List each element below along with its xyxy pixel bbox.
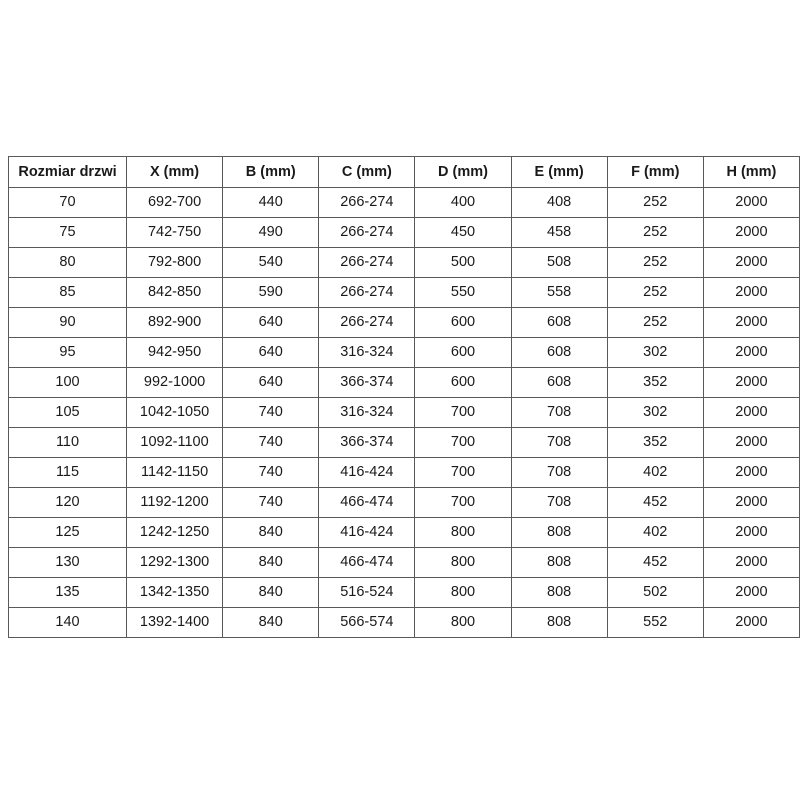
table-cell: 1092-1100 xyxy=(127,428,223,458)
table-cell: 566-574 xyxy=(319,608,415,638)
table-cell: 600 xyxy=(415,308,511,338)
table-cell: 130 xyxy=(9,548,127,578)
table-row xyxy=(9,338,800,368)
table-cell: 502 xyxy=(607,578,703,608)
column-header: C (mm) xyxy=(319,157,415,188)
table-cell: 2000 xyxy=(703,248,799,278)
table-cell: 808 xyxy=(511,578,607,608)
table-cell: 366-374 xyxy=(319,368,415,398)
table-cell: 252 xyxy=(607,308,703,338)
table-cell: 105 xyxy=(9,398,127,428)
table-cell: 1242-1250 xyxy=(127,518,223,548)
table-cell: 2000 xyxy=(703,338,799,368)
table-cell: 708 xyxy=(511,488,607,518)
table-cell: 608 xyxy=(511,338,607,368)
table-cell: 2000 xyxy=(703,578,799,608)
table-cell: 2000 xyxy=(703,218,799,248)
table-cell: 640 xyxy=(223,368,319,398)
table-cell: 416-424 xyxy=(319,458,415,488)
table-cell: 700 xyxy=(415,488,511,518)
table-cell: 490 xyxy=(223,218,319,248)
table-cell: 100 xyxy=(9,368,127,398)
table-body xyxy=(9,188,800,638)
table-row xyxy=(9,248,800,278)
table-cell: 708 xyxy=(511,428,607,458)
table-row xyxy=(9,308,800,338)
table-cell: 508 xyxy=(511,248,607,278)
table-cell: 70 xyxy=(9,188,127,218)
table-cell: 558 xyxy=(511,278,607,308)
table-cell: 842-850 xyxy=(127,278,223,308)
table-row xyxy=(9,548,800,578)
table-cell: 1192-1200 xyxy=(127,488,223,518)
table-row xyxy=(9,218,800,248)
table-cell: 800 xyxy=(415,518,511,548)
table-cell: 1142-1150 xyxy=(127,458,223,488)
table-row xyxy=(9,428,800,458)
table-row xyxy=(9,458,800,488)
door-size-table xyxy=(8,156,800,638)
table-cell: 252 xyxy=(607,278,703,308)
table-row xyxy=(9,488,800,518)
table-cell: 942-950 xyxy=(127,338,223,368)
table-cell: 500 xyxy=(415,248,511,278)
table-cell: 792-800 xyxy=(127,248,223,278)
table-cell: 700 xyxy=(415,458,511,488)
table-cell: 808 xyxy=(511,548,607,578)
table-cell: 600 xyxy=(415,338,511,368)
table-cell: 252 xyxy=(607,248,703,278)
table-cell: 302 xyxy=(607,398,703,428)
table-cell: 552 xyxy=(607,608,703,638)
table-cell: 266-274 xyxy=(319,188,415,218)
table-row xyxy=(9,578,800,608)
table-cell: 2000 xyxy=(703,428,799,458)
table-cell: 608 xyxy=(511,368,607,398)
table-cell: 992-1000 xyxy=(127,368,223,398)
table-cell: 450 xyxy=(415,218,511,248)
table-cell: 402 xyxy=(607,458,703,488)
table-cell: 808 xyxy=(511,608,607,638)
table-cell: 1342-1350 xyxy=(127,578,223,608)
table-cell: 452 xyxy=(607,488,703,518)
table-cell: 125 xyxy=(9,518,127,548)
table-cell: 266-274 xyxy=(319,248,415,278)
table-row xyxy=(9,188,800,218)
table-cell: 550 xyxy=(415,278,511,308)
table-cell: 120 xyxy=(9,488,127,518)
table-cell: 700 xyxy=(415,398,511,428)
table-cell: 252 xyxy=(607,188,703,218)
table-cell: 800 xyxy=(415,578,511,608)
table-cell: 302 xyxy=(607,338,703,368)
table-cell: 540 xyxy=(223,248,319,278)
table-cell: 800 xyxy=(415,608,511,638)
table-cell: 740 xyxy=(223,398,319,428)
table-cell: 2000 xyxy=(703,368,799,398)
table-cell: 366-374 xyxy=(319,428,415,458)
table-cell: 800 xyxy=(415,548,511,578)
table-cell: 266-274 xyxy=(319,308,415,338)
table-row xyxy=(9,278,800,308)
table-cell: 640 xyxy=(223,338,319,368)
column-header: D (mm) xyxy=(415,157,511,188)
column-header: E (mm) xyxy=(511,157,607,188)
table-cell: 452 xyxy=(607,548,703,578)
table-cell: 1292-1300 xyxy=(127,548,223,578)
table-cell: 135 xyxy=(9,578,127,608)
table-cell: 316-324 xyxy=(319,338,415,368)
table-cell: 110 xyxy=(9,428,127,458)
table-cell: 2000 xyxy=(703,518,799,548)
table-cell: 2000 xyxy=(703,308,799,338)
table-cell: 140 xyxy=(9,608,127,638)
table-cell: 115 xyxy=(9,458,127,488)
table-cell: 80 xyxy=(9,248,127,278)
table-cell: 692-700 xyxy=(127,188,223,218)
table-cell: 90 xyxy=(9,308,127,338)
table-cell: 440 xyxy=(223,188,319,218)
table-cell: 840 xyxy=(223,548,319,578)
column-header: B (mm) xyxy=(223,157,319,188)
table-cell: 402 xyxy=(607,518,703,548)
table-cell: 740 xyxy=(223,488,319,518)
table-cell: 608 xyxy=(511,308,607,338)
table-cell: 740 xyxy=(223,458,319,488)
table-cell: 252 xyxy=(607,218,703,248)
table-cell: 2000 xyxy=(703,398,799,428)
column-header: H (mm) xyxy=(703,157,799,188)
table-cell: 700 xyxy=(415,428,511,458)
table-cell: 708 xyxy=(511,398,607,428)
table-cell: 316-324 xyxy=(319,398,415,428)
table-cell: 2000 xyxy=(703,488,799,518)
table-cell: 640 xyxy=(223,308,319,338)
table-cell: 1392-1400 xyxy=(127,608,223,638)
table-cell: 266-274 xyxy=(319,278,415,308)
table-cell: 2000 xyxy=(703,548,799,578)
header-row xyxy=(9,157,800,188)
table-cell: 466-474 xyxy=(319,488,415,518)
table-cell: 95 xyxy=(9,338,127,368)
table-cell: 740 xyxy=(223,428,319,458)
table-cell: 590 xyxy=(223,278,319,308)
table-cell: 840 xyxy=(223,518,319,548)
table-row xyxy=(9,608,800,638)
table-cell: 808 xyxy=(511,518,607,548)
table-cell: 892-900 xyxy=(127,308,223,338)
table-row xyxy=(9,518,800,548)
table-cell: 408 xyxy=(511,188,607,218)
table-cell: 352 xyxy=(607,368,703,398)
table-cell: 85 xyxy=(9,278,127,308)
table-row xyxy=(9,398,800,428)
table-cell: 2000 xyxy=(703,278,799,308)
table-cell: 2000 xyxy=(703,608,799,638)
table-cell: 400 xyxy=(415,188,511,218)
table-cell: 1042-1050 xyxy=(127,398,223,428)
table-cell: 516-524 xyxy=(319,578,415,608)
column-header: X (mm) xyxy=(127,157,223,188)
table-cell: 840 xyxy=(223,608,319,638)
table-cell: 352 xyxy=(607,428,703,458)
table-cell: 2000 xyxy=(703,458,799,488)
table-cell: 458 xyxy=(511,218,607,248)
table-cell: 708 xyxy=(511,458,607,488)
table-cell: 600 xyxy=(415,368,511,398)
table-cell: 466-474 xyxy=(319,548,415,578)
table-cell: 840 xyxy=(223,578,319,608)
table-row xyxy=(9,368,800,398)
column-header: Rozmiar drzwi xyxy=(9,157,127,188)
table-cell: 75 xyxy=(9,218,127,248)
table-cell: 266-274 xyxy=(319,218,415,248)
column-header: F (mm) xyxy=(607,157,703,188)
table-cell: 2000 xyxy=(703,188,799,218)
table-cell: 416-424 xyxy=(319,518,415,548)
table-cell: 742-750 xyxy=(127,218,223,248)
